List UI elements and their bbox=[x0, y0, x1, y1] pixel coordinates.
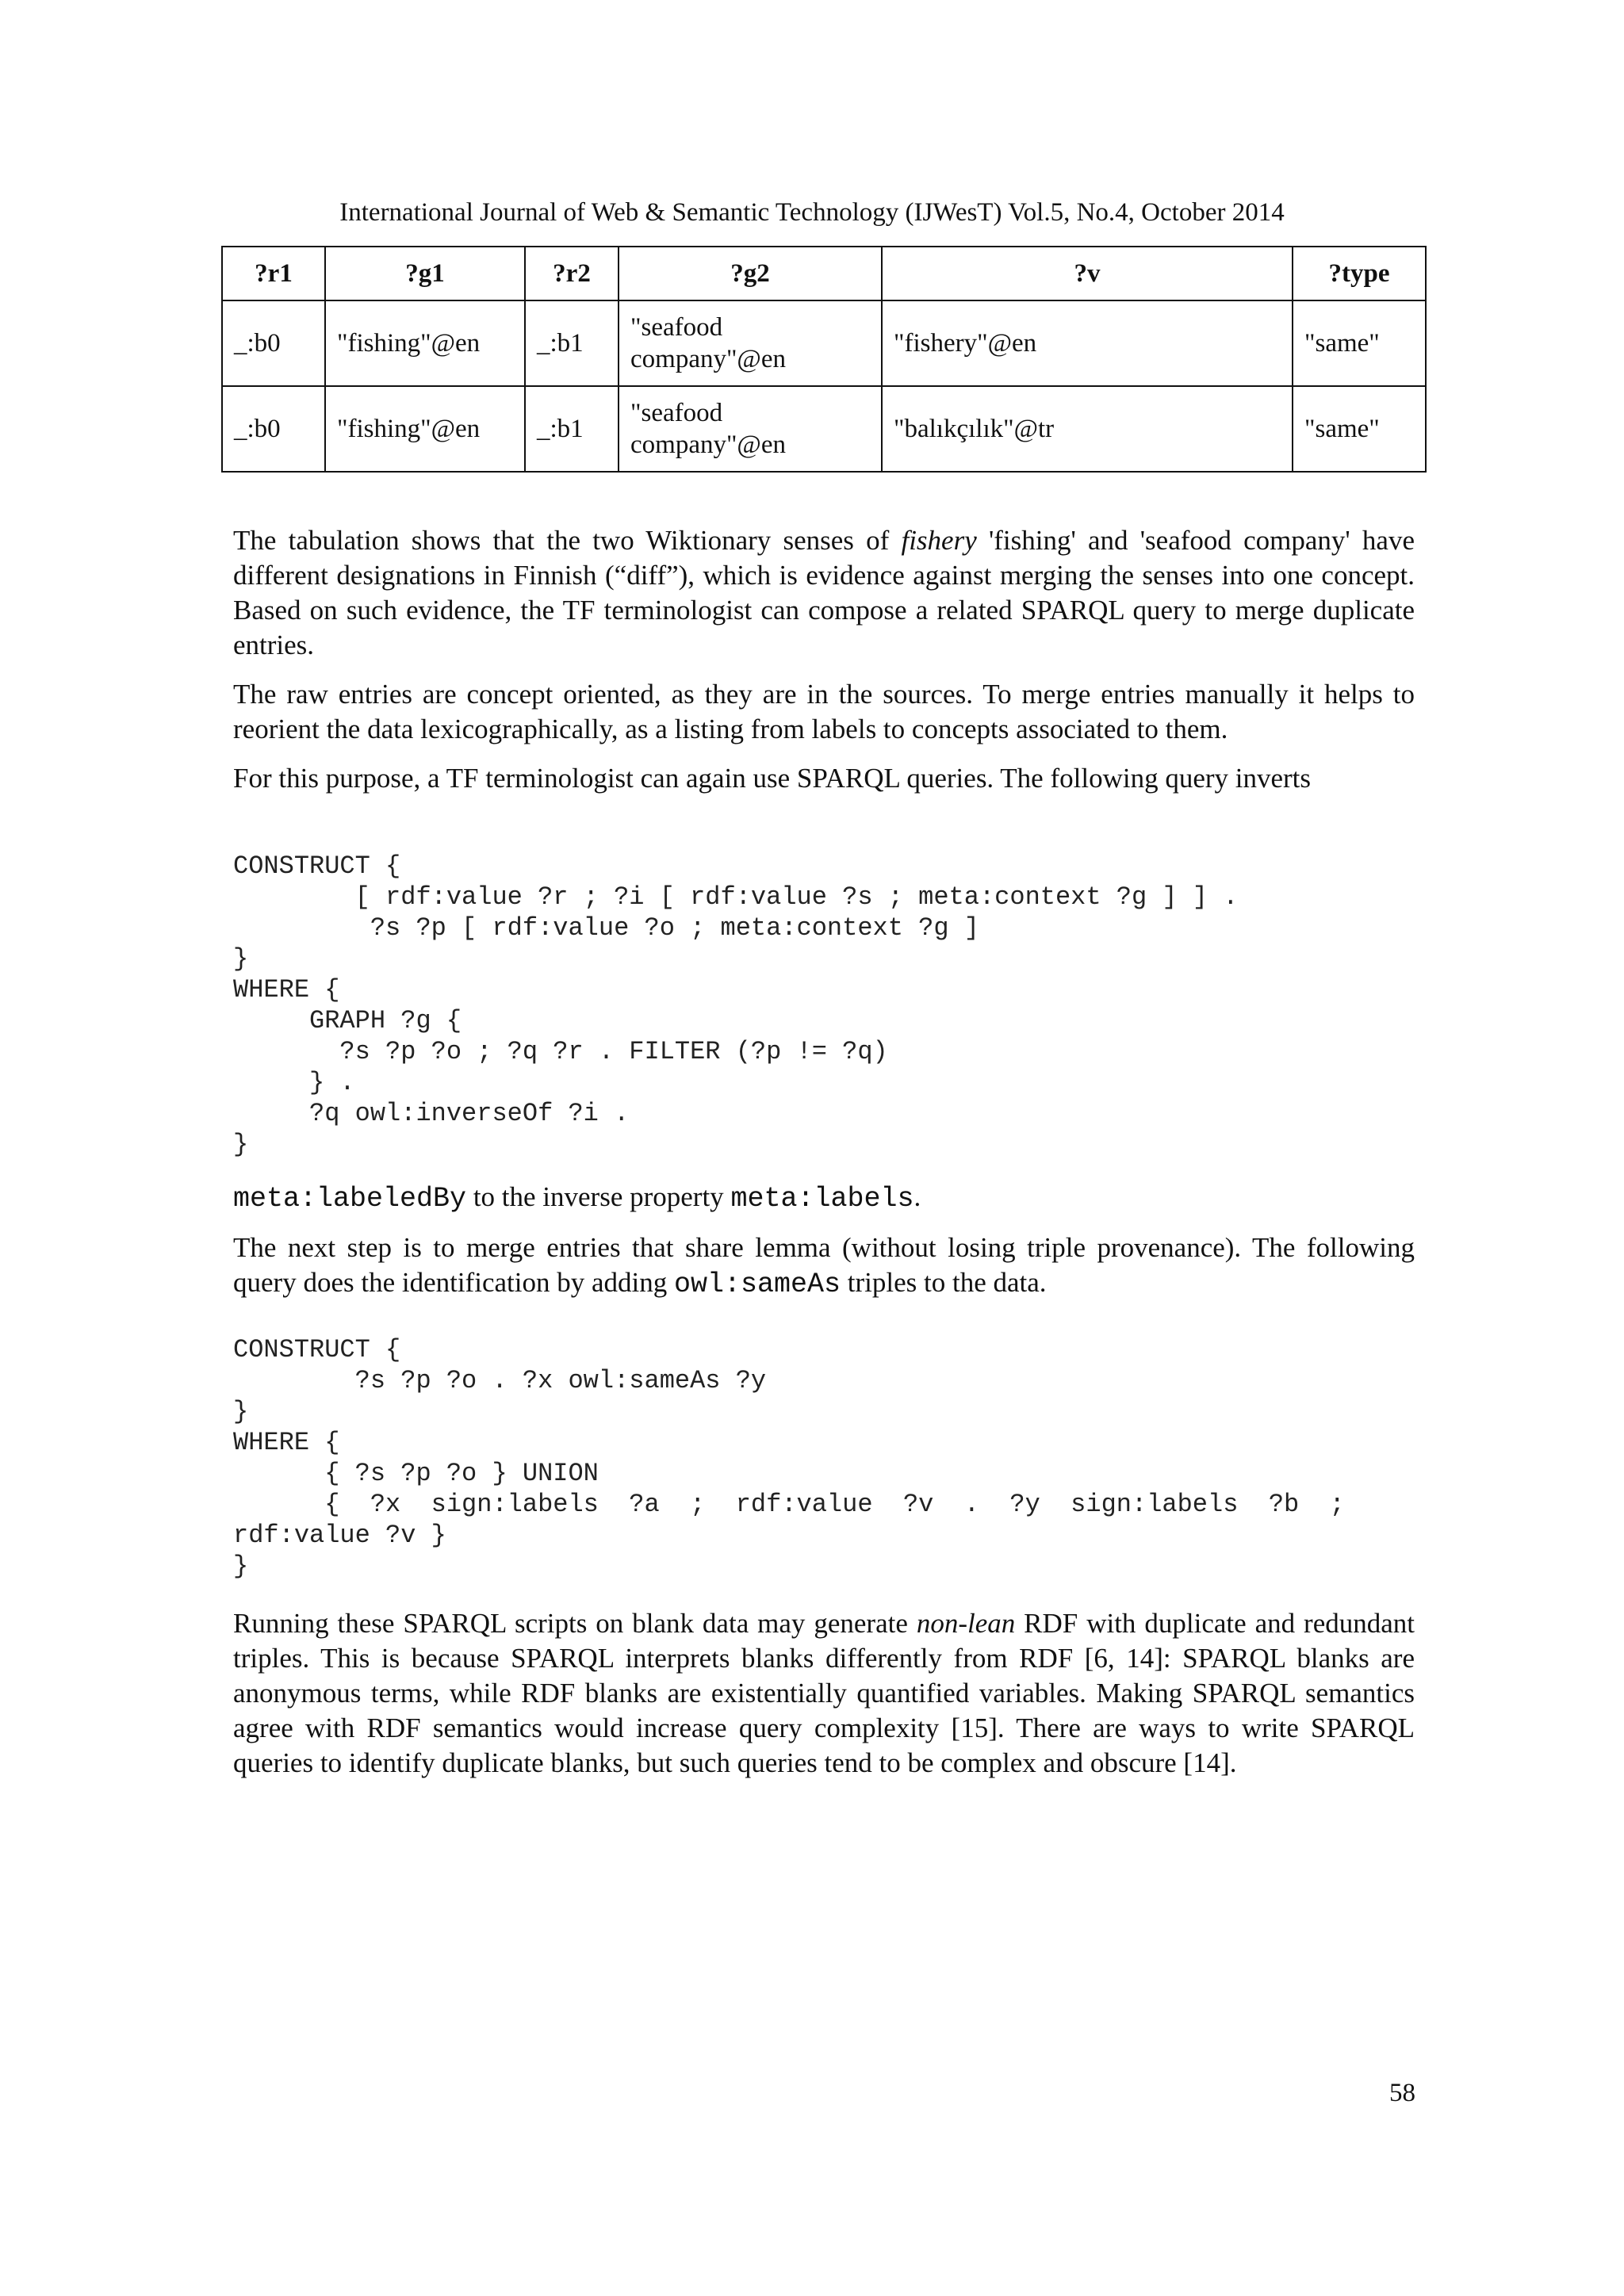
table-cell: "fishing"@en bbox=[325, 386, 525, 472]
inline-code: meta:labeledBy bbox=[233, 1183, 467, 1215]
table-cell: "same" bbox=[1293, 386, 1426, 472]
paragraph-text: The next step is to merge entries that share lemma (without losing triple provenance). The following query does the identification by adding bbox=[233, 1232, 1415, 1298]
table-cell: "seafood company"@en bbox=[619, 300, 882, 386]
inline-code: owl:sameAs bbox=[673, 1269, 841, 1300]
paragraph-text: RDF with duplicate and redundant triples. This is because SPARQL interprets blanks differently from RDF [6, 14]: SPARQL blanks are anonymous terms, while RDF blanks are existentially quantified variables. Making SPARQL semantics agree with RDF semantics would increase query complexity [15]. There are ways to write SPARQL queries to identify duplicate blanks, but such queries tend to be complex and obscure [14]. bbox=[233, 1608, 1415, 1778]
paragraph-text: . bbox=[914, 1181, 921, 1212]
emphasis-term: non-lean bbox=[916, 1608, 1016, 1639]
column-header-r1: ?r1 bbox=[222, 247, 325, 300]
paragraph-text: triples to the data. bbox=[841, 1267, 1047, 1298]
paragraph-text: The tabulation shows that the two Wiktionary senses of bbox=[233, 525, 902, 556]
table-cell: "same" bbox=[1293, 300, 1426, 386]
table-cell: _:b0 bbox=[222, 300, 325, 386]
paragraph-raw-entries: The raw entries are concept oriented, as they are in the sources. To merge entries manually it helps to reorient the data lexicographically, as a listing from labels to concepts associated to them. bbox=[233, 679, 1415, 744]
table-cell: _:b0 bbox=[222, 386, 325, 472]
paragraph-non-lean bbox=[233, 1606, 1415, 1781]
paragraph-purpose: For this purpose, a TF terminologist can again use SPARQL queries. The following query inverts bbox=[233, 763, 1312, 794]
code-block-invert-query: CONSTRUCT { [ rdf:value ?r ; ?i [ rdf:value ?s ; meta:context ?g ] ] . ?s ?p [ rdf:value ?o ; meta:context ?g ] } WHERE { GRAPH ?g { ?s ?p ?o ; ?q ?r . FILTER (?p != ?q) } . ?q owl:inverseOf ?i . } bbox=[233, 851, 1239, 1159]
paragraph-text: 'fishing' and 'seafood company' have different designations in Finnish (“diff”), which is evidence against merging the senses into one concept. Based on such evidence, the TF terminologist can compose a related SPARQL query to merge duplicate entries. bbox=[233, 525, 1415, 660]
column-header-r2: ?r2 bbox=[525, 247, 619, 300]
table-header-row bbox=[222, 247, 1426, 300]
running-header: International Journal of Web & Semantic Technology (IJWesT) Vol.5, No.4, October 2014 bbox=[339, 198, 1285, 227]
body-section-3 bbox=[233, 1606, 1415, 1795]
paragraph-inverse-property bbox=[233, 1180, 1415, 1216]
column-header-type: ?type bbox=[1293, 247, 1426, 300]
column-header-g2: ?g2 bbox=[619, 247, 882, 300]
code-block-sameas-query: CONSTRUCT { ?s ?p ?o . ?x owl:sameAs ?y } WHERE { { ?s ?p ?o } UNION { ?x sign:labels ?a ; rdf:value ?v . ?y sign:labels ?b ; rdf:value ?v } } bbox=[233, 1335, 1345, 1581]
table-cell: "fishing"@en bbox=[325, 300, 525, 386]
page-number: 58 bbox=[1389, 2079, 1415, 2107]
column-header-v: ?v bbox=[882, 247, 1293, 300]
paragraph-text: to the inverse property bbox=[466, 1181, 731, 1212]
inline-code: meta:labels bbox=[730, 1183, 914, 1215]
table-cell: "seafood company"@en bbox=[619, 386, 882, 472]
table-cell: _:b1 bbox=[525, 300, 619, 386]
column-header-g1: ?g1 bbox=[325, 247, 525, 300]
table-cell: "fishery"@en bbox=[882, 300, 1293, 386]
table-cell: "balıkçılık"@tr bbox=[882, 386, 1293, 472]
table-row bbox=[222, 300, 1426, 386]
emphasis-term: fishery bbox=[901, 525, 977, 556]
paragraph-merge-step bbox=[233, 1230, 1415, 1302]
body-section-2 bbox=[233, 1180, 1415, 1316]
table-row bbox=[222, 386, 1426, 472]
paragraph-text: Running these SPARQL scripts on blank data may generate bbox=[233, 1608, 917, 1639]
paragraph-tabulation bbox=[233, 523, 1415, 663]
body-section-1 bbox=[233, 523, 1415, 810]
results-table bbox=[221, 246, 1427, 473]
table-cell: _:b1 bbox=[525, 386, 619, 472]
